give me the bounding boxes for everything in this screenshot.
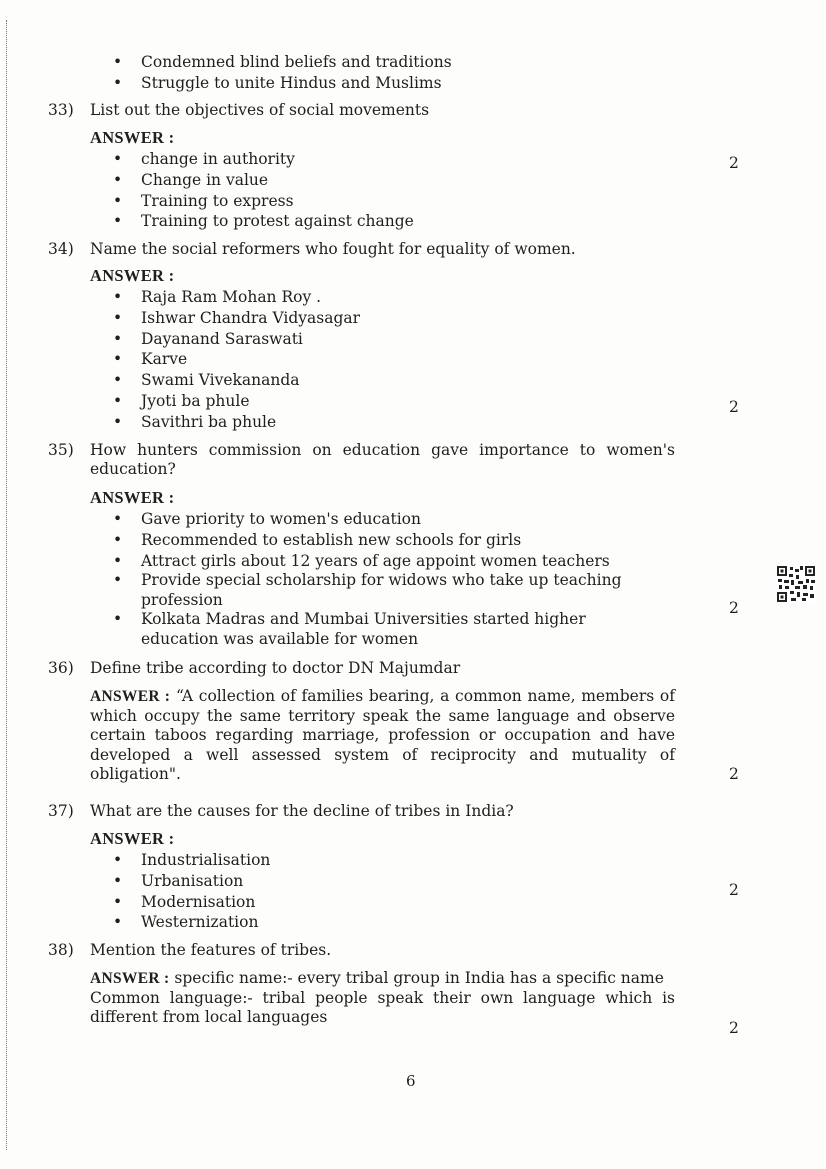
list-item: • Swami Vivekananda bbox=[113, 371, 300, 390]
list-item: • Training to express bbox=[113, 191, 294, 210]
list-item: • Condemned blind beliefs and traditions bbox=[113, 53, 452, 71]
question-number: 36) bbox=[48, 659, 74, 677]
answer-label: ANSWER : bbox=[90, 266, 175, 285]
question-text: Define tribe according to doctor DN Majumdar bbox=[90, 659, 461, 677]
list-item: • Kolkata Madras and Mumbai Universities started higher education was available for women bbox=[113, 610, 586, 648]
marks: 2 bbox=[729, 765, 739, 783]
list-item: • Ishwar Chandra Vidyasagar bbox=[113, 308, 361, 327]
answer-label: ANSWER : bbox=[90, 128, 175, 147]
list-item: • Training to protest against change bbox=[113, 212, 414, 231]
list-item: • Change in value bbox=[113, 170, 269, 189]
question-text: Name the social reformers who fought for equality of women. bbox=[90, 240, 576, 258]
list-item: • Raja Ram Mohan Roy . bbox=[113, 288, 322, 306]
answer-line: Common language:- tribal people speak their own language which is different from local languages bbox=[90, 988, 675, 1027]
list-item: • Jyoti ba phule bbox=[113, 391, 250, 410]
list-item: • Modernisation bbox=[113, 892, 256, 911]
question-number: 37) bbox=[48, 802, 74, 820]
marks: 2 bbox=[729, 1019, 739, 1037]
answer-bullet-list bbox=[113, 287, 673, 433]
question-number: 34) bbox=[48, 240, 74, 258]
answer-paragraph bbox=[90, 969, 675, 1028]
question-number: 33) bbox=[48, 101, 74, 119]
question-text: What are the causes for the decline of tribes in India? bbox=[90, 802, 514, 820]
answer-line: ANSWER : specific name:- every tribal group in India has a specific name bbox=[90, 969, 664, 987]
list-item: • Struggle to unite Hindus and Muslims bbox=[113, 73, 442, 92]
list-item: • Savithri ba phule bbox=[113, 412, 277, 431]
answer-label: ANSWER : bbox=[90, 970, 170, 987]
list-item: • Attract girls about 12 years of age appoint women teachers bbox=[113, 551, 610, 570]
question-number: 38) bbox=[48, 941, 74, 959]
list-item: • Karve bbox=[113, 350, 188, 369]
marks: 2 bbox=[729, 398, 739, 416]
question-text: List out the objectives of social movements bbox=[90, 101, 430, 119]
qr-code bbox=[776, 565, 816, 603]
answer-label: ANSWER : bbox=[90, 488, 175, 507]
list-item: • change in authority bbox=[113, 150, 295, 168]
binding-margin bbox=[6, 20, 7, 1150]
answer-paragraph: ANSWER : “A collection of families bearing, a common name, members of which occupy the same territory speak the same language and observe certain taboos regarding marriage, profession or occupation and have developed a well assessed system of reciprocity and mutuality of obligation". bbox=[90, 687, 675, 784]
answer-bullet-list bbox=[113, 850, 673, 933]
continued-bullet-list bbox=[113, 52, 673, 94]
page-number: 6 bbox=[406, 1072, 416, 1090]
marks: 2 bbox=[729, 154, 739, 172]
list-item: • Recommended to establish new schools for girls bbox=[113, 530, 522, 549]
answer-bullet-list bbox=[113, 509, 633, 649]
list-item: • Industrialisation bbox=[113, 851, 271, 869]
list-item: • Gave priority to women's education bbox=[113, 510, 421, 528]
marks: 2 bbox=[729, 881, 739, 899]
question-text: How hunters commission on education gave importance to women's education? bbox=[90, 441, 675, 478]
list-item: • Provide special scholarship for widows who take up teaching profession bbox=[113, 571, 622, 609]
question-text: Mention the features of tribes. bbox=[90, 941, 332, 959]
answer-label: ANSWER : bbox=[90, 829, 175, 848]
list-item: • Urbanisation bbox=[113, 871, 244, 890]
marks: 2 bbox=[729, 599, 739, 617]
list-item: • Dayanand Saraswati bbox=[113, 329, 303, 348]
list-item: • Westernization bbox=[113, 913, 259, 932]
answer-label: ANSWER : bbox=[90, 688, 171, 705]
answer-bullet-list bbox=[113, 149, 673, 232]
question-number: 35) bbox=[48, 441, 74, 459]
